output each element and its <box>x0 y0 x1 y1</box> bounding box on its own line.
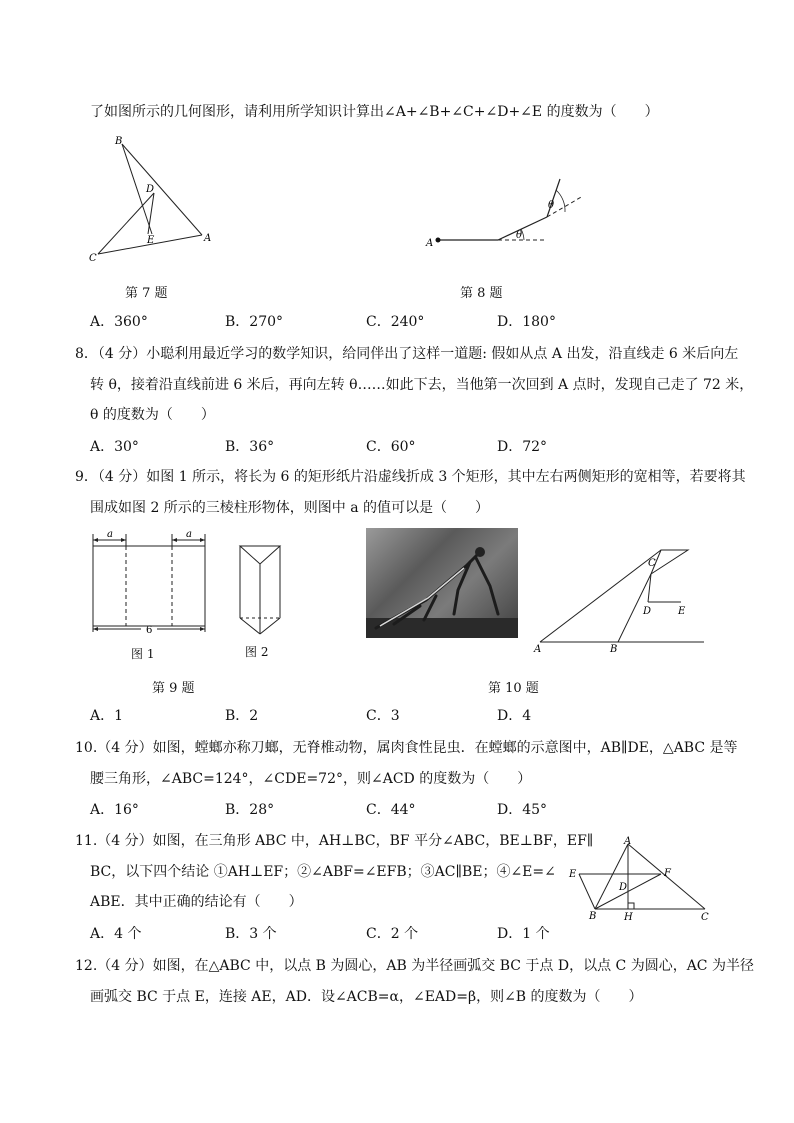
q11-option-d[interactable]: D．1 个 <box>497 926 550 942</box>
q8-option-b[interactable]: B．36° <box>225 439 275 455</box>
q11-label-b: B <box>589 911 597 922</box>
q8-label-a: A <box>426 238 434 249</box>
q11-line-2: BC，以下四个结论 ①AH⊥EF；②∠ABF=∠EFB；③AC∥BE；④∠E=∠ <box>90 864 556 880</box>
q9-option-d[interactable]: D．4 <box>497 708 532 724</box>
q8-option-c[interactable]: C．60° <box>366 439 416 455</box>
q11-label-h: H <box>624 912 633 923</box>
q9-dim-a-right: a <box>186 529 192 540</box>
q8-option-d[interactable]: D．72° <box>497 439 548 455</box>
q11-option-b[interactable]: B．3 个 <box>225 926 277 942</box>
q10-option-c[interactable]: C．44° <box>366 802 416 818</box>
q8-label-theta-2: θ <box>548 200 555 211</box>
q10-caption: 第 10 题 <box>488 681 539 696</box>
q12-line-2: 画弧交 BC 于点 E，连接 AE，AD．设∠ACB=α，∠EAD=β，则∠B 的度数为（ ） <box>90 989 643 1005</box>
q10-option-a[interactable]: A．16° <box>90 802 139 818</box>
q11-figure <box>565 834 715 924</box>
q7-caption: 第 7 题 <box>125 286 168 301</box>
q10-label-a: A <box>534 644 542 654</box>
q8-line-3: θ 的度数为（ ） <box>90 407 215 423</box>
q11-label-f: F <box>664 868 671 879</box>
q11-label-a: A <box>624 836 632 847</box>
q11-label-d: D <box>619 882 628 893</box>
q8-line-1: 8．（4 分）小聪利用最近学习的数学知识，给同伴出了这样一道题: 假如从点 A 出发，沿直线走 6 米后向左 <box>75 346 739 362</box>
q10-line-2: 腰三角形，∠ABC=124°，∠CDE=72°，则∠ACD 的度数为（ ） <box>90 771 532 787</box>
q9-line-1: 9．（4 分）如图 1 所示，将长为 6 的矩形纸片沿虚线折成 3 个矩形，其中左右两侧矩形的宽相等，若要将其 <box>75 469 746 485</box>
q9-option-c[interactable]: C．3 <box>366 708 400 724</box>
q7-option-d[interactable]: D．180° <box>497 314 556 330</box>
q8-label-theta-1: θ <box>516 230 523 241</box>
q7-stem: 了如图所示的几何图形，请利用所学知识计算出∠A+∠B+∠C+∠D+∠E 的度数为（ ） <box>90 104 659 120</box>
q10-label-c: C <box>648 558 656 569</box>
q10-label-e: E <box>678 606 686 617</box>
q9-option-b[interactable]: B．2 <box>225 708 259 724</box>
q8-line-2: 转 θ，接着沿直线前进 6 米后，再向左转 θ……如此下去，当他第一次回到 A 点时，发现自己走了 72 米， <box>90 377 754 393</box>
q9-caption: 第 9 题 <box>152 681 195 696</box>
q8-caption: 第 8 题 <box>460 286 503 301</box>
q11-line-1: 11.（4 分）如图，在三角形 ABC 中，AH⊥BC，BF 平分∠ABC，BE⊥BF，EF∥ <box>75 833 594 849</box>
mantis-photo <box>366 528 518 638</box>
q7-label-b: B <box>115 136 123 147</box>
q10-label-d: D <box>643 606 652 617</box>
q9-figure-2 <box>236 540 286 640</box>
q7-option-c[interactable]: C．240° <box>366 314 425 330</box>
q11-option-c[interactable]: C．2 个 <box>366 926 419 942</box>
q9-fig1-label: 图 1 <box>131 647 155 661</box>
q9-dim-a-left: a <box>107 529 113 540</box>
q10-line-1: 10.（4 分）如图，螳螂亦称刀螂，无脊椎动物，属肉食性昆虫．在螳螂的示意图中，AB∥DE，△ABC 是等 <box>75 740 738 756</box>
q7-label-d: D <box>146 184 155 195</box>
q9-line-2: 围成如图 2 所示的三棱柱形物体，则图中 a 的值可以是（ ） <box>90 500 490 516</box>
q9-fig2-label: 图 2 <box>245 645 269 659</box>
q9-figure-1 <box>85 528 215 638</box>
q11-label-c: C <box>701 912 709 923</box>
q9-option-a[interactable]: A．1 <box>90 708 124 724</box>
q11-line-3: ABE．其中正确的结论有（ ） <box>90 894 303 910</box>
q7-label-e: E <box>147 235 155 246</box>
q7-label-c: C <box>89 253 97 264</box>
q10-figure <box>528 544 708 654</box>
q12-line-1: 12.（4 分）如图，在△ABC 中，以点 B 为圆心，AB 为半径画弧交 BC 于点 D，以点 C 为圆心，AC 为半径 <box>75 958 754 974</box>
q8-figure <box>420 170 590 250</box>
q9-dim-6: 6 <box>146 625 153 636</box>
q11-label-e: E <box>569 869 577 880</box>
q7-label-a: A <box>204 233 212 244</box>
q8-option-a[interactable]: A．30° <box>90 439 139 455</box>
q7-figure <box>85 130 215 270</box>
q7-option-a[interactable]: A．360° <box>90 314 148 330</box>
q7-option-b[interactable]: B．270° <box>225 314 284 330</box>
q10-label-b: B <box>610 644 618 654</box>
q10-option-d[interactable]: D．45° <box>497 802 548 818</box>
q10-option-b[interactable]: B．28° <box>225 802 275 818</box>
q11-option-a[interactable]: A．4 个 <box>90 926 142 942</box>
